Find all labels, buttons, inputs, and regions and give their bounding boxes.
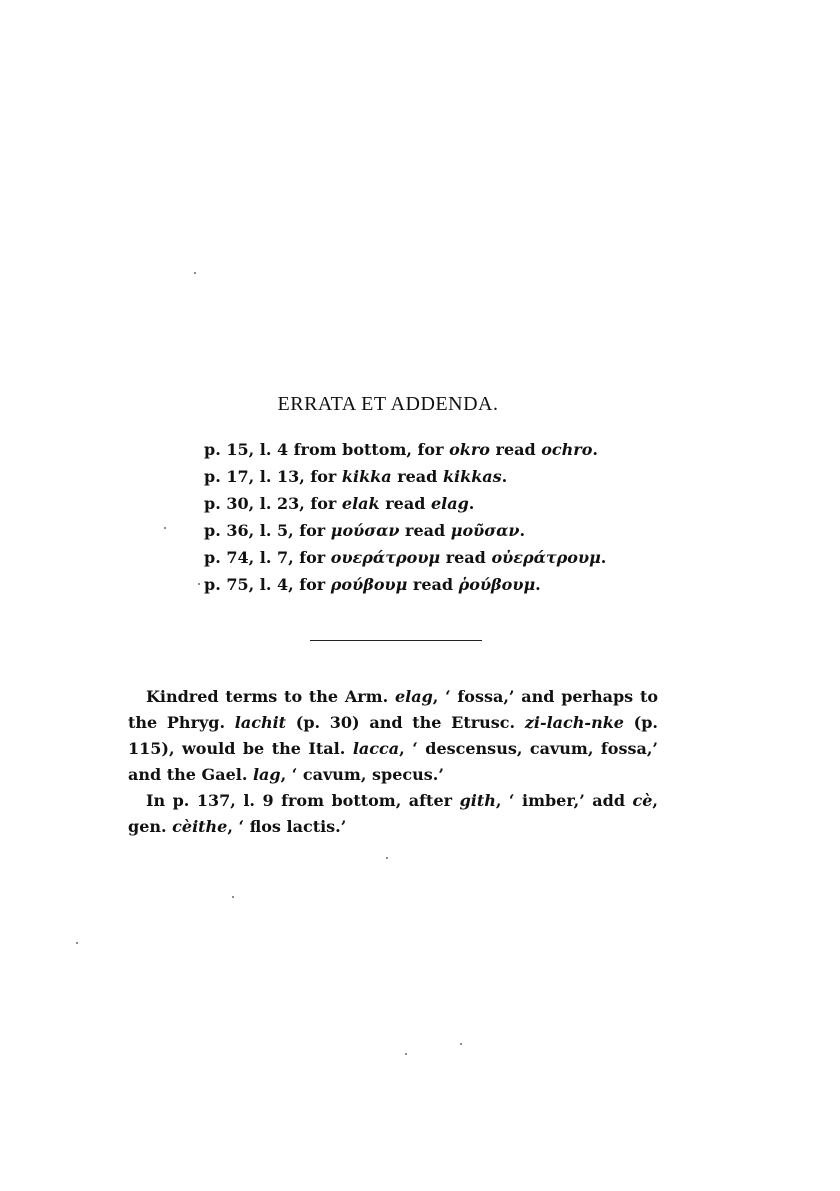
- errata-list: [204, 436, 606, 598]
- addenda-text: , ‘ imber,’ add: [495, 791, 633, 810]
- errata-wrong: ουεράτρουμ: [330, 548, 441, 567]
- paper-speck: [198, 583, 200, 585]
- addenda-text: , ‘ cavum, specus.’: [280, 765, 444, 784]
- errata-wrong: μούσαν: [330, 521, 400, 540]
- errata-ref: p. 36, l. 5, for: [204, 521, 331, 540]
- errata-ref: p. 74, l. 7, for: [204, 548, 331, 567]
- errata-correct: μοῦσαν: [450, 521, 520, 540]
- errata-wrong: kikka: [341, 467, 392, 486]
- errata-period: .: [600, 548, 607, 567]
- errata-correct: elag: [430, 494, 469, 513]
- errata-read: read: [379, 494, 431, 513]
- errata-ref: p. 17, l. 13, for: [204, 467, 342, 486]
- errata-item: [204, 463, 606, 490]
- errata-period: .: [501, 467, 508, 486]
- errata-period: .: [519, 521, 526, 540]
- paper-speck: [164, 527, 166, 529]
- errata-read: read: [489, 440, 542, 459]
- paper-speck: [405, 1053, 407, 1055]
- errata-correct: οὐεράτρουμ: [491, 548, 601, 567]
- addenda-term: cèithe: [172, 817, 228, 836]
- section-divider: [310, 640, 482, 641]
- addenda-term: lag: [252, 765, 281, 784]
- errata-ref: p. 75, l. 4, for: [204, 575, 331, 594]
- addenda-text: (p. 115), would be the Ital.: [128, 713, 658, 758]
- errata-correct: kikkas: [442, 467, 502, 486]
- addenda-term: elag: [394, 687, 433, 706]
- addenda-term: lachit: [234, 713, 287, 732]
- addenda-text: Kindred terms to the Arm.: [146, 687, 395, 706]
- errata-item: [204, 490, 606, 517]
- errata-correct: ῥούβουμ: [458, 575, 536, 594]
- addenda-term: lacca: [352, 739, 400, 758]
- paper-speck: [386, 857, 388, 859]
- errata-correct: ochro: [541, 440, 593, 459]
- addenda-text: (p. 30) and the Etrusc.: [286, 713, 525, 732]
- addenda-term: gith: [459, 791, 496, 810]
- errata-ref: p. 15, l. 4 from bottom, for: [204, 440, 450, 459]
- addenda-term: cè: [632, 791, 653, 810]
- errata-read: read: [399, 521, 451, 540]
- errata-wrong: ρούβουμ: [330, 575, 408, 594]
- errata-item: [204, 571, 606, 598]
- addenda-text: , ‘ fossa,’ and perhaps to the Phryg.: [128, 687, 658, 732]
- paper-speck: [460, 1043, 462, 1045]
- paper-speck: [232, 896, 234, 898]
- addenda-section: [128, 684, 658, 840]
- addenda-term: zi-lach-nke: [524, 713, 624, 732]
- errata-read: read: [391, 467, 443, 486]
- errata-wrong: okro: [449, 440, 490, 459]
- errata-read: read: [440, 548, 492, 567]
- errata-period: .: [468, 494, 475, 513]
- errata-period: .: [535, 575, 541, 594]
- errata-wrong: elak: [341, 494, 380, 513]
- errata-period: .: [592, 440, 598, 459]
- errata-item: [204, 436, 606, 463]
- addenda-paragraph: [128, 788, 658, 840]
- paper-speck: [194, 272, 196, 274]
- errata-item: [204, 544, 606, 571]
- errata-ref: p. 30, l. 23, for: [204, 494, 342, 513]
- addenda-text: , gen.: [128, 791, 658, 836]
- addenda-text: In p. 137, l. 9 from bottom, after: [146, 791, 460, 810]
- addenda-paragraph: [128, 684, 658, 788]
- addenda-text: , ‘ descensus, cavum, fossa,’ and the Gael.: [128, 739, 659, 784]
- errata-item: [204, 517, 606, 544]
- paper-speck: [76, 942, 78, 944]
- errata-read: read: [407, 575, 459, 594]
- page-title: ERRATA ET ADDENDA.: [277, 393, 499, 415]
- addenda-text: , ‘ flos lactis.’: [227, 817, 347, 836]
